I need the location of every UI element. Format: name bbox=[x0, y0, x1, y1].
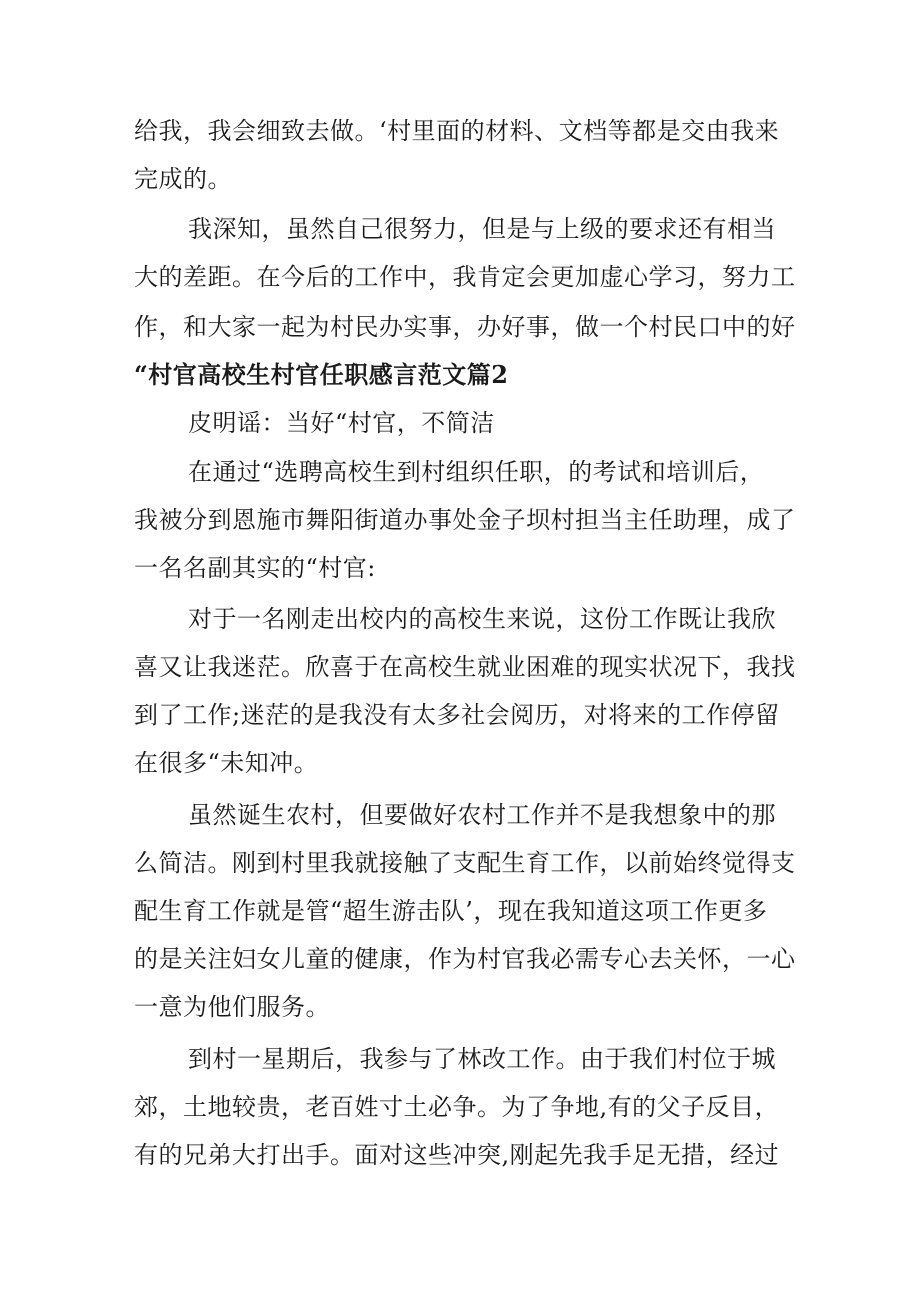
text-line: 对于一名刚走出校内的高校生来说，这份工作既让我欣 bbox=[188, 605, 776, 633]
text-line: 作，和大家一起为村民办实事，办好事，做一个村民口中的好 bbox=[134, 313, 796, 341]
text-line: 给我，我会细致去做。‘村里面的材料、文档等都是交由我来 bbox=[134, 117, 780, 145]
text-line: 一名名副其实的“村官: bbox=[134, 554, 376, 582]
text-line: 郊，土地较贵，老百姓寸土必争。为了争地,有的父子反目， bbox=[134, 1093, 780, 1121]
text-line: 虽然诞生农村，但要做好农村工作并不是我想象中的那 bbox=[188, 801, 776, 829]
text-line: 到村一星期后，我参与了林改工作。由于我们村位于城 bbox=[188, 1045, 776, 1073]
text-line: 在很多“未知冲。 bbox=[134, 749, 319, 777]
text-line: 配生育工作就是管“超生游击队’，现在我知道这项工作更多 bbox=[134, 897, 768, 925]
text-line: 喜又让我迷茫。欣喜于在高校生就业困难的现实状况下，我找 bbox=[134, 653, 796, 681]
text-line: 一意为他们服务。 bbox=[134, 993, 330, 1021]
text-line: 么简洁。刚到村里我就接触了支配生育工作，以前始终觉得支 bbox=[134, 849, 796, 877]
text-line: 有的兄弟大打出手。面对这些冲突,刚起先我手足无措，经过 bbox=[134, 1141, 780, 1169]
section-heading: “村官高校生村官任职感言范文篇2 bbox=[134, 360, 509, 389]
subtitle-line: 皮明谣：当好“村官，不简洁 bbox=[188, 409, 495, 437]
text-line: 在通过“选聘高校生到村组织任职，的考试和培训后， bbox=[188, 458, 765, 486]
text-line: 完成的。 bbox=[134, 165, 232, 193]
text-line: 我被分到恩施市舞阳街道办事处金子坝村担当主任助理，成了 bbox=[134, 506, 796, 534]
text-line: 的是关注妇女儿童的健康，作为村官我必需专心去关怀，一心 bbox=[134, 945, 796, 973]
text-line: 我深知，虽然自己很努力，但是与上级的要求还有相当 bbox=[188, 215, 776, 243]
text-line: 到了工作;迷茫的是我没有太多社会阅历，对将来的工作停留 bbox=[134, 701, 780, 729]
text-line: 大的差距。在今后的工作中，我肯定会更加虚心学习，努力工 bbox=[134, 263, 796, 291]
